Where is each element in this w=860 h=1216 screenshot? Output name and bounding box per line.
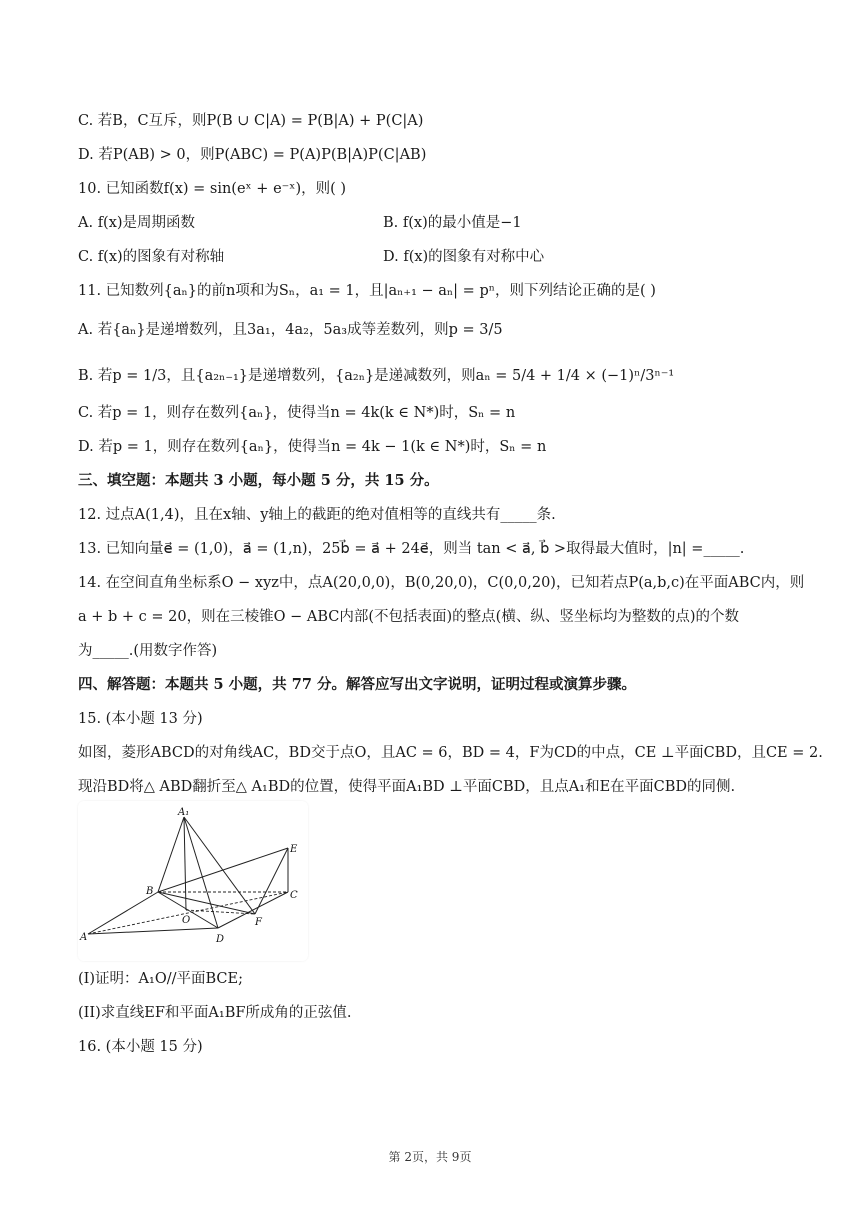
question-14-line1: 14. 在空间直角坐标系O − xyz中，点A(20,0,0)，B(0,20,0)，C(0,0,20)，已知若点P(a,b,c)在平面ABC内，则 — [78, 575, 805, 591]
option-11b: B. 若p = 1/3，且{a₂ₙ₋₁}是递增数列，{a₂ₙ}是递减数列，则aₙ = 5/4 + 1/4 × (−1)ⁿ/3ⁿ⁻¹ — [78, 368, 675, 384]
question-15-part2: (II)求直线EF和平面A₁BF所成角的正弦值. — [78, 1005, 352, 1021]
question-15-text-line1: 如图，菱形ABCD的对角线AC，BD交于点O，且AC = 6，BD = 4，F为CD的中点，CE ⊥平面CBD，且CE = 2. — [78, 745, 823, 761]
option-11a: A. 若{aₙ}是递增数列，且3a₁，4a₂，5a₃成等差数列，则p = 3/5 — [78, 322, 503, 338]
section-4-heading: 四、解答题：本题共 5 小题，共 77 分。解答应写出文字说明，证明过程或演算步骤。 — [78, 676, 636, 693]
edge-BE — [158, 848, 288, 892]
option-10a: A. f(x)是周期函数 — [78, 215, 196, 231]
label-A1: A₁ — [178, 807, 190, 818]
edge-BF — [158, 892, 255, 914]
edge-AD — [88, 928, 218, 934]
question-12: 12. 过点A(1,4)，且在x轴、y轴上的截距的绝对值相等的直线共有_____条. — [78, 507, 556, 523]
section-3-heading: 三、填空题：本题共 3 小题，每小题 5 分，共 15 分。 — [78, 472, 439, 489]
question-14-line3: 为_____.(用数字作答) — [78, 643, 218, 659]
option-9c: C. 若B，C互斥，则P(B ∪ C|A) = P(B|A) + P(C|A) — [78, 113, 424, 129]
edge-A1F — [184, 817, 255, 914]
geometry-diagram — [78, 801, 308, 961]
question-15-title: 15. (本小题 13 分) — [78, 711, 203, 727]
option-10b: B. f(x)的最小值是−1 — [383, 215, 522, 231]
edge-DC — [218, 892, 288, 928]
question-15-text-line2: 现沿BD将△ ABD翻折至△ A₁BD的位置，使得平面A₁BD ⊥平面CBD，且点A₁和E在平面CBD的同侧. — [78, 779, 736, 795]
label-A: A — [80, 932, 88, 943]
edge-AB — [88, 892, 158, 934]
label-D: D — [216, 934, 225, 945]
question-11: 11. 已知数列{aₙ}的前n项和为Sₙ，a₁ = 1，且|aₙ₊₁ − aₙ| = pⁿ，则下列结论正确的是( ) — [78, 283, 656, 299]
question-14-line2: a + b + c = 20，则在三棱锥O − ABC内部(不包括表面)的整点(横、纵、竖坐标均为整数的点)的个数 — [78, 609, 739, 625]
option-11c: C. 若p = 1，则存在数列{aₙ}，使得当n = 4k(k ∈ N*)时，Sₙ = n — [78, 405, 516, 421]
label-B: B — [146, 886, 154, 897]
option-10c: C. f(x)的图象有对称轴 — [78, 249, 225, 265]
edge-A1O — [184, 817, 186, 910]
label-O: O — [182, 915, 191, 926]
edge-A1B — [158, 817, 184, 892]
rhombus-fold-figure — [78, 801, 308, 961]
option-9d: D. 若P(AB) > 0，则P(ABC) = P(A)P(B|A)P(C|AB) — [78, 147, 427, 163]
question-15-part1: (I)证明：A₁O//平面BCE; — [78, 971, 243, 987]
label-C: C — [290, 890, 298, 901]
option-10d: D. f(x)的图象有对称中心 — [383, 249, 545, 265]
label-F: F — [255, 917, 262, 928]
page-footer: 第 2页，共 9页 — [388, 1150, 472, 1164]
option-11d: D. 若p = 1，则存在数列{aₙ}，使得当n = 4k − 1(k ∈ N*)时，Sₙ = n — [78, 439, 547, 455]
question-10: 10. 已知函数f(x) = sin(eˣ + e⁻ˣ)，则( ) — [78, 181, 347, 197]
label-E: E — [290, 844, 298, 855]
question-16-title: 16. (本小题 15 分) — [78, 1039, 203, 1055]
question-13: 13. 已知向量e⃗ = (1,0)，a⃗ = (1,n)，25b⃗ = a⃗ + 24e⃗，则当 tan < a⃗, b⃗ >取得最大值时，|n| =_____. — [78, 541, 745, 557]
